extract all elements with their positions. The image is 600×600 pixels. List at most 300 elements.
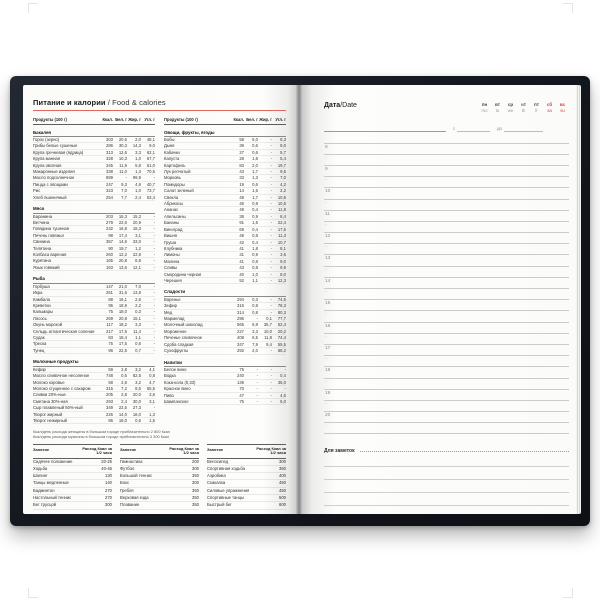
food-value: 3,6 — [149, 392, 155, 398]
food-table-column-right — [164, 115, 286, 424]
food-name: Кефир — [33, 366, 46, 372]
food-value: - — [270, 149, 272, 155]
food-value: 78,3 — [277, 303, 286, 309]
hour-row-13: 13 — [324, 255, 569, 266]
food-name: Пицца с овощами — [33, 181, 68, 187]
activity-row — [120, 466, 199, 473]
food-value: 20,8 — [118, 315, 127, 321]
food-value: 217 — [106, 328, 113, 334]
food-value: - — [153, 232, 155, 238]
activity-group-header — [207, 444, 286, 458]
food-value: 58 — [239, 137, 244, 142]
food-value: - — [270, 239, 272, 245]
activity-name: Плавание — [120, 502, 140, 508]
food-value: 22,5 — [118, 405, 127, 411]
activity-row — [120, 502, 199, 509]
food-value: 20,9 — [132, 219, 141, 225]
half-hour-row: · — [324, 334, 569, 345]
food-value: - — [153, 252, 155, 257]
food-column-header-cell: Продукты (100 г) — [33, 117, 67, 122]
food-name: Бананы — [164, 220, 180, 226]
food-name: Белое вино — [164, 367, 187, 372]
activity-row — [33, 495, 112, 502]
activity-row — [120, 480, 199, 487]
food-value: 7,9 — [252, 341, 258, 347]
food-name: Дыня — [164, 143, 175, 149]
food-name: Крупа гречневая (ядрица) — [33, 149, 84, 155]
food-value: 254 — [106, 194, 113, 200]
food-value: 0,8 — [149, 373, 155, 379]
activity-row — [33, 480, 112, 487]
food-value: 5,0 — [280, 399, 286, 405]
food-column-header-cell: Ккал. — [233, 117, 244, 122]
food-value: 41 — [239, 245, 244, 251]
activity-name: Гребля — [120, 487, 134, 493]
notes-line — [324, 480, 569, 493]
food-value: 4,2 — [280, 181, 286, 187]
food-name: Икра — [33, 290, 43, 296]
food-value: 30,0 — [132, 398, 141, 404]
food-name: Салат зеленый — [164, 188, 194, 194]
food-value: 18,4 — [118, 334, 127, 340]
food-value: - — [125, 175, 127, 181]
food-value: - — [270, 252, 272, 258]
food-value: 20,5 — [118, 137, 127, 142]
food-value: - — [256, 367, 258, 372]
food-value: 347 — [237, 341, 244, 347]
weekday-чт: чт — [521, 102, 526, 107]
food-value: - — [153, 175, 155, 181]
right-page-daily — [303, 85, 576, 514]
food-value: 69 — [239, 226, 244, 232]
corner-mark — [28, 3, 38, 13]
half-hour-row: · — [324, 311, 569, 322]
food-value: 8,8 — [135, 258, 141, 264]
food-name: Судак — [33, 334, 45, 340]
food-value: 313 — [106, 149, 113, 155]
food-value: - — [270, 194, 272, 200]
food-value: - — [270, 181, 272, 187]
activity-row — [207, 473, 286, 480]
food-column-header — [33, 115, 155, 125]
food-value: 48 — [239, 194, 244, 200]
food-value: - — [153, 283, 155, 289]
food-name: Ананас — [164, 207, 179, 213]
activity-name: Бокс — [120, 480, 130, 486]
food-value: - — [153, 302, 155, 308]
food-value: 46 — [239, 201, 244, 207]
activity-name: Верховая езда — [120, 495, 149, 501]
food-value: 9,0 — [280, 143, 286, 149]
food-value: 6,5 — [252, 335, 258, 341]
food-value: 22,5 — [118, 347, 127, 353]
food-value: 99,9 — [132, 175, 141, 181]
food-value: - — [270, 137, 272, 142]
food-value: - — [153, 328, 155, 334]
page-title-en: / Food & calories — [107, 98, 166, 107]
food-section-title: Мясо — [33, 205, 155, 214]
food-value: 11,4 — [133, 328, 141, 334]
activity-value: 300 — [105, 502, 112, 508]
food-name: Рис — [33, 188, 41, 194]
corner-mark — [563, 588, 573, 598]
food-value: 0,3 — [252, 296, 258, 302]
activity-value: 140 — [105, 480, 112, 486]
activity-value: 20-25 — [101, 458, 112, 464]
food-name: Смородина черная — [164, 271, 202, 277]
food-column-header-cell: Угл. г — [144, 117, 155, 122]
food-value: 1,3 — [252, 175, 258, 181]
food-value: - — [270, 143, 272, 149]
food-value: - — [153, 213, 155, 219]
hour-row-12: 12 — [324, 233, 569, 244]
food-name: Ветчина — [33, 219, 50, 225]
food-value: 75 — [108, 309, 113, 315]
food-value: - — [270, 175, 272, 181]
food-value: 80,3 — [277, 309, 286, 315]
food-value: 251 — [106, 290, 113, 296]
food-value: 323 — [106, 188, 113, 194]
food-value: 11,8 — [264, 335, 272, 341]
food-name: Свинина — [33, 239, 50, 245]
food-name: Лосось — [33, 315, 47, 321]
food-name: Красное вино — [164, 386, 191, 392]
food-value: 18,3 — [132, 226, 141, 232]
hour-row-16: 16 — [324, 323, 569, 334]
food-table-column-left — [33, 115, 155, 424]
food-value: 27 — [239, 149, 244, 155]
food-value: - — [270, 379, 272, 385]
food-value: 0,1 — [266, 316, 272, 322]
food-name: Сельдь атлантическая соленая — [33, 328, 95, 334]
food-value: - — [153, 405, 155, 411]
food-value: 22,6 — [118, 219, 127, 225]
weekday-tu: tu — [495, 108, 500, 114]
activity-header-label: Занятие — [33, 446, 50, 452]
food-value: 9,3 — [121, 181, 127, 187]
food-value: - — [284, 367, 286, 372]
food-name: Крупа овсяная — [33, 162, 62, 168]
food-section — [33, 358, 155, 424]
food-value: 9,0 — [149, 143, 155, 149]
activity-value: 270 — [105, 495, 112, 501]
food-value: - — [270, 373, 272, 379]
food-value: - — [256, 386, 258, 392]
food-name: Сдоба сладкая — [164, 341, 194, 347]
food-value: 139 — [237, 379, 244, 385]
title-underline — [33, 110, 286, 111]
food-value: 117 — [106, 322, 113, 328]
food-value: - — [270, 348, 272, 354]
food-value: - — [270, 188, 272, 194]
food-value: 292 — [237, 348, 244, 354]
food-section-title: Молочные продукты — [33, 358, 155, 367]
food-column-header-cell: Бел. г — [115, 117, 127, 122]
food-name: Апельсины — [164, 213, 186, 219]
food-value: 3,6 — [280, 252, 286, 258]
time-from-label: с — [453, 126, 456, 132]
activity-value: 300 — [192, 480, 199, 486]
food-value: 43 — [239, 169, 244, 175]
food-value: 31,6 — [118, 290, 127, 296]
food-value: - — [270, 233, 272, 239]
half-hour-row: · — [324, 379, 569, 390]
food-name: Сметана 30%-ная — [33, 398, 68, 404]
food-value: 41 — [239, 258, 244, 264]
food-value: 3,3 — [252, 328, 258, 334]
weekday-su: su — [560, 108, 565, 114]
food-value: - — [270, 303, 272, 309]
food-name: Печень говяжья — [33, 232, 64, 238]
food-name: Морковь — [164, 175, 181, 181]
food-name: Груша — [164, 239, 177, 245]
activity-row — [120, 459, 199, 466]
activity-name: Танцы медленные — [33, 480, 69, 486]
half-hour-row: · — [324, 244, 569, 255]
corner-mark — [28, 588, 38, 598]
food-name: Камбала — [33, 296, 51, 302]
food-name: Окунь морской — [33, 322, 63, 328]
food-value: - — [270, 220, 272, 226]
food-section — [164, 288, 286, 354]
food-value: 18,0 — [118, 417, 127, 423]
food-value: 1,8 — [252, 156, 258, 162]
food-value: 1,0 — [135, 188, 141, 194]
footnote — [33, 429, 286, 439]
activity-value: 200 — [192, 458, 199, 464]
food-value: 5,4 — [280, 156, 286, 162]
food-column-header-cell: Ккал. — [102, 117, 113, 122]
food-value: 53,4 — [146, 194, 155, 200]
food-value: 0,9 — [252, 213, 258, 219]
food-name: Виноград — [164, 226, 183, 232]
food-value: - — [270, 271, 272, 277]
activity-header-expense: Расход Ккал за 1/2 часа — [169, 445, 199, 456]
activity-value: 500 — [279, 495, 286, 501]
food-section-title: Бакалея — [33, 129, 155, 138]
notes-line — [324, 454, 569, 467]
food-value: 286 — [106, 143, 113, 149]
food-value: 203 — [106, 213, 113, 219]
food-value: 2,0 — [252, 162, 258, 168]
activity-header-expense: Расход Ккал за 1/2 часа — [82, 445, 112, 456]
food-row — [33, 195, 155, 201]
food-value: 12,1 — [132, 264, 141, 270]
food-value: - — [270, 296, 272, 302]
food-value: - — [270, 156, 272, 162]
food-section — [33, 205, 155, 271]
food-value: - — [270, 265, 272, 271]
open-spread — [23, 85, 581, 514]
food-value: 165 — [106, 258, 113, 264]
activity-value: 40-45 — [101, 465, 112, 471]
food-column-header-cell: Жир. г — [259, 117, 272, 122]
food-value: 18,2 — [118, 322, 127, 328]
food-row — [164, 399, 286, 405]
food-name: Говядина тушеная — [33, 226, 70, 232]
food-value: 1,1 — [252, 277, 258, 283]
food-value: 35,7 — [263, 322, 272, 328]
time-from-field — [453, 127, 490, 131]
food-value: 74,4 — [277, 335, 286, 341]
food-value: 0,3 — [135, 309, 141, 315]
food-value: 7,7 — [121, 194, 127, 200]
food-value: 42 — [239, 239, 244, 245]
activity-row — [33, 459, 112, 466]
food-value: 357 — [106, 239, 113, 245]
food-value: 18,0 — [118, 309, 127, 315]
time-to-line — [504, 131, 543, 132]
food-section-title: Напитки — [164, 359, 286, 368]
food-value: - — [270, 399, 272, 405]
page-title-ru: Питание и калории — [33, 98, 106, 107]
food-value: 227 — [237, 328, 244, 334]
food-section-title: Овощи, фрукты, ягоды — [164, 129, 286, 138]
hour-row-18: 18 — [324, 367, 569, 378]
food-name: Креветки — [33, 302, 51, 308]
food-name: Тунец — [33, 347, 45, 353]
hour-row-11: 11 — [324, 211, 569, 222]
weekday-th: th — [521, 108, 526, 114]
food-value: 15,3 — [132, 213, 141, 219]
food-value: - — [153, 341, 155, 347]
activity-value: 300 — [279, 458, 286, 464]
food-name: Масло сливочное несоленое — [33, 373, 90, 379]
food-value: 2,4 — [135, 194, 141, 200]
food-value: 748 — [106, 373, 113, 379]
food-value: - — [153, 226, 155, 232]
half-hour-row: · — [324, 356, 569, 367]
food-value: 33 — [239, 175, 244, 181]
food-value: - — [270, 277, 272, 283]
food-value: 0,9 — [252, 201, 258, 207]
food-name: Молоко сгущенное с сахаром — [33, 385, 91, 391]
food-value: - — [153, 290, 155, 296]
food-value: 8,1 — [280, 245, 286, 251]
activity-name: Шопинг — [33, 473, 48, 479]
activity-value: 270 — [105, 487, 112, 493]
food-value: 14,6 — [118, 239, 127, 245]
food-value: 314 — [237, 309, 244, 315]
half-hour-row: · — [324, 289, 569, 300]
weekday-пт: пт — [533, 102, 540, 107]
food-name: Сухофрукты — [164, 348, 189, 354]
food-value: 4,1 — [149, 366, 155, 372]
food-name: Помидоры — [164, 181, 185, 187]
activity-name: Бадминтон — [33, 487, 55, 493]
food-value: 4,9 — [135, 181, 141, 187]
half-hour-row: · — [324, 401, 569, 412]
food-value: - — [153, 309, 155, 315]
food-name: Клубника — [164, 245, 183, 251]
activity-header-expense: Расход Ккал за 1/2 часа — [256, 445, 286, 456]
food-name: Кока-кола (0,33) — [164, 379, 196, 385]
activity-row — [33, 473, 112, 480]
food-value: 2,2 — [135, 302, 141, 308]
food-value: 0,4 — [252, 207, 258, 213]
food-value: 39 — [239, 143, 244, 149]
time-from-line — [457, 131, 490, 132]
food-value: 55,5 — [146, 385, 155, 391]
food-value: 8,0 — [280, 271, 286, 277]
activity-name: Скакалка — [207, 480, 226, 486]
activity-name: Аэробика — [207, 473, 226, 479]
activity-group — [207, 444, 286, 509]
food-row — [33, 348, 155, 354]
food-value: 17,5 — [277, 226, 286, 232]
weekday-ср: ср — [507, 102, 514, 107]
food-value: 75 — [239, 367, 244, 372]
page-title — [33, 98, 286, 107]
food-value: 19,7 — [118, 245, 127, 251]
activity-row — [207, 488, 286, 495]
activity-calories-table — [33, 444, 286, 509]
food-table — [33, 115, 286, 424]
food-name: Свекла — [164, 194, 179, 200]
food-name: Макаронные изделия — [33, 169, 75, 175]
activity-name: Большой теннис — [120, 473, 153, 479]
food-value: 40,7 — [146, 181, 155, 187]
food-value: 12,3 — [277, 277, 286, 283]
food-name: Вишня — [164, 233, 178, 239]
food-value: - — [153, 264, 155, 270]
food-value: 55,5 — [277, 341, 286, 347]
activity-name: Велосипед — [207, 458, 229, 464]
food-value: 3,1 — [135, 232, 141, 238]
activity-value: 350 — [192, 487, 199, 493]
food-value: - — [153, 239, 155, 245]
food-value: 16,3 — [118, 213, 127, 219]
food-value: 5,7 — [280, 149, 286, 155]
food-value: 82,5 — [132, 373, 141, 379]
food-value: 48 — [239, 207, 244, 213]
food-name: Варенье — [164, 296, 181, 302]
food-value: 232 — [106, 226, 113, 232]
food-value: - — [256, 392, 258, 398]
food-value: 338 — [106, 169, 113, 175]
food-value: 95 — [108, 302, 113, 308]
activity-name: Быстрый бег — [207, 502, 232, 508]
food-name: Капуста — [164, 156, 180, 162]
food-value: 247 — [106, 181, 113, 187]
activity-row — [33, 502, 112, 509]
food-value: - — [256, 316, 258, 322]
weekday-пн: пн — [481, 102, 488, 107]
food-section — [164, 359, 286, 406]
food-name: Творог нежирный — [33, 417, 67, 423]
food-value: 10,8 — [277, 194, 286, 200]
food-value: 13,6 — [118, 264, 127, 270]
weekday-fr: fr — [535, 108, 538, 114]
weekday-mo: mo — [481, 108, 488, 114]
food-value: 8,4 — [280, 213, 286, 219]
food-value: 17,5 — [118, 328, 127, 334]
food-value: 9,4 — [266, 341, 272, 347]
food-name: Пиво — [164, 392, 174, 398]
food-value: 12,6 — [118, 149, 127, 155]
food-name: Горох (зерно) — [33, 137, 60, 142]
food-value: 1,2 — [135, 245, 141, 251]
food-value: 77,7 — [277, 316, 286, 322]
notes-red-line — [360, 451, 569, 452]
food-value: 20,2 — [277, 328, 286, 334]
food-value: 205 — [106, 392, 113, 398]
notes-line — [324, 467, 569, 480]
food-value: 315 — [106, 385, 113, 391]
food-value: 30,3 — [118, 143, 127, 149]
food-value: 22,8 — [132, 252, 141, 257]
food-value: 20,8 — [118, 258, 127, 264]
